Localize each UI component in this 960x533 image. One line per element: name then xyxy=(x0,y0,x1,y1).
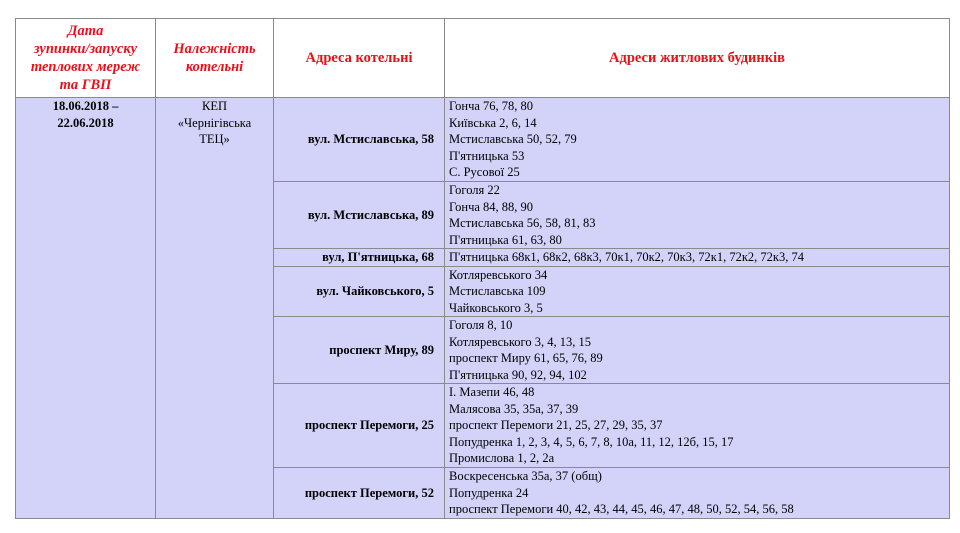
header-date-line: Дата xyxy=(67,23,104,39)
boiler-address-cell: проспект Миру, 89 xyxy=(274,317,445,384)
boiler-address-cell: вул. Мстиславська, 58 xyxy=(274,98,445,182)
period-cell xyxy=(16,98,156,519)
boiler-address-cell: вул, П'ятницька, 68 xyxy=(274,249,445,267)
address-line: Попудренка 1, 2, 3, 4, 5, 6, 7, 8, 10а, 11, 12, 12б, 15, 17 xyxy=(449,434,734,449)
heating-shutdown-table xyxy=(15,18,950,519)
owner-cell xyxy=(156,98,274,519)
address-line: Гоголя 8, 10 xyxy=(449,318,513,332)
address-line: Мстиславська 109 xyxy=(449,284,546,298)
residential-addresses-cell xyxy=(445,384,950,468)
address-line: Чайковського 3, 5 xyxy=(449,300,543,315)
owner-line: ТЕЦ» xyxy=(199,132,230,146)
address-line: Гонча 76, 78, 80 xyxy=(449,99,534,113)
owner-line: «Чернігівська xyxy=(177,115,252,130)
address-line: Попудренка 24 xyxy=(449,485,529,500)
address-line: П'ятницька 61, 63, 80 xyxy=(449,232,562,247)
period-end: 22.06.2018 xyxy=(57,115,114,130)
header-date-line: зупинки/запуску xyxy=(33,41,138,57)
address-line: С. Русової 25 xyxy=(449,165,520,179)
header-boiler-address: Адреса котельні xyxy=(274,19,445,98)
address-line: проспект Миру 61, 65, 76, 89 xyxy=(449,351,603,365)
table-header-row xyxy=(16,19,950,98)
address-line: Гонча 84, 88, 90 xyxy=(449,199,534,214)
header-date-line: теплових мереж xyxy=(30,59,141,75)
header-date xyxy=(16,19,156,98)
residential-addresses-cell xyxy=(445,249,950,267)
header-owner-line: котельні xyxy=(185,59,244,75)
residential-addresses-cell xyxy=(445,317,950,384)
address-line: П'ятницька 68к1, 68к2, 68к3, 70к1, 70к2, 70к3, 72к1, 72к2, 72к3, 74 xyxy=(449,250,804,264)
address-line: Мстиславська 50, 52, 79 xyxy=(449,132,577,146)
address-line: П'ятницька 90, 92, 94, 102 xyxy=(449,367,587,382)
residential-addresses-cell xyxy=(445,98,950,182)
table-row xyxy=(16,98,950,182)
address-line: П'ятницька 53 xyxy=(449,148,525,163)
address-line: Котляревського 34 xyxy=(449,267,548,282)
address-line: проспект Перемоги 40, 42, 43, 44, 45, 46, 47, 48, 50, 52, 54, 56, 58 xyxy=(449,502,794,516)
address-line: І. Мазепи 46, 48 xyxy=(449,385,535,399)
boiler-address-cell: вул. Чайковського, 5 xyxy=(274,266,445,317)
period-start: 18.06.2018 – xyxy=(52,99,119,113)
boiler-address-cell: проспект Перемоги, 25 xyxy=(274,384,445,468)
address-line: Малясова 35, 35а, 37, 39 xyxy=(449,401,579,416)
header-owner-line: Належність xyxy=(173,41,256,57)
residential-addresses-cell xyxy=(445,468,950,519)
address-line: Київська 2, 6, 14 xyxy=(449,115,537,130)
address-line: Мстиславська 56, 58, 81, 83 xyxy=(449,216,596,230)
address-line: Гоголя 22 xyxy=(449,183,500,197)
owner-line: КЕП xyxy=(202,99,227,113)
address-line: Промислова 1, 2, 2а xyxy=(449,451,555,465)
residential-addresses-cell xyxy=(445,266,950,317)
residential-addresses-cell xyxy=(445,182,950,249)
boiler-address-cell: проспект Перемоги, 52 xyxy=(274,468,445,519)
header-date-line: та ГВП xyxy=(59,77,112,93)
header-residential-addresses: Адреси житлових будинків xyxy=(445,19,950,98)
boiler-address-cell: вул. Мстиславська, 89 xyxy=(274,182,445,249)
address-line: Котляревського 3, 4, 13, 15 xyxy=(449,334,591,349)
header-owner xyxy=(156,19,274,98)
address-line: проспект Перемоги 21, 25, 27, 29, 35, 37 xyxy=(449,418,663,432)
address-line: Воскресенська 35а, 37 (общ) xyxy=(449,469,602,483)
